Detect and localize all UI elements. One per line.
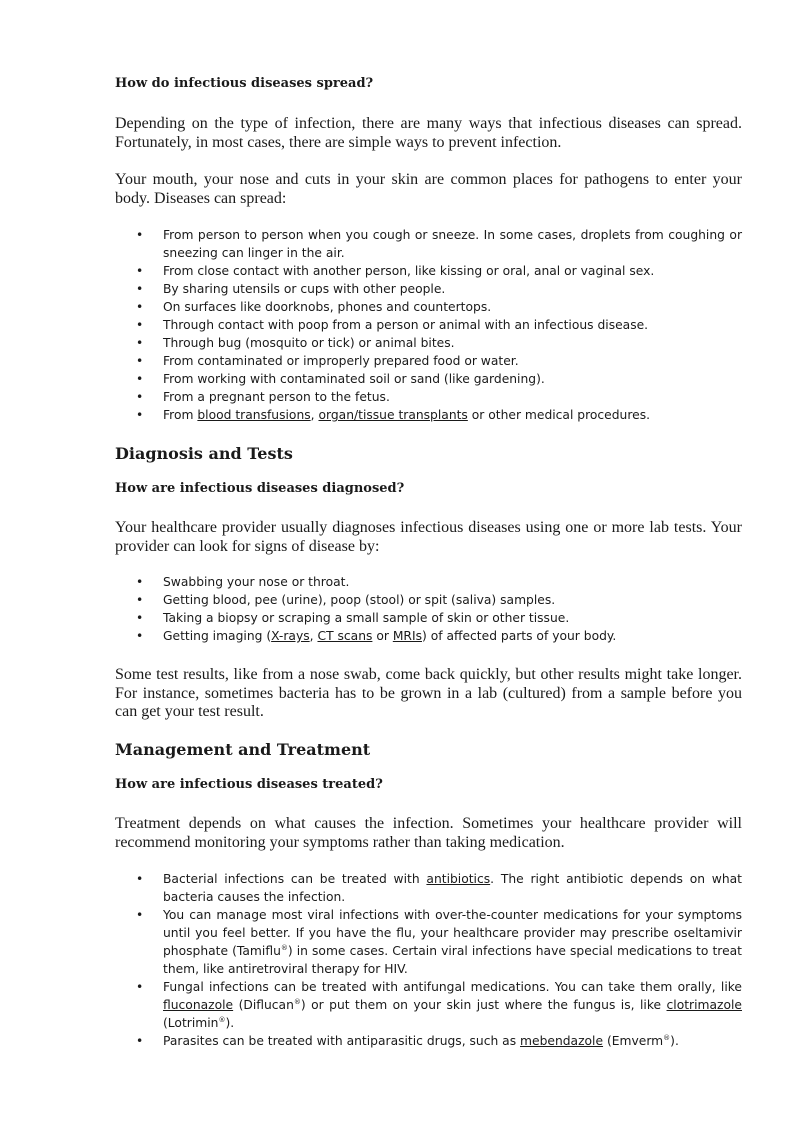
item-text: You can manage most viral infections with over-the-counter medications for your symptoms until you feel better. If you have the flu, your healthcare provider may prescribe oseltamivir phosphate (Tamiflu (163, 908, 742, 958)
registered-mark: ® (663, 1033, 671, 1042)
clotrimazole-link[interactable]: clotrimazole (666, 998, 742, 1012)
item-text: ). (225, 1016, 235, 1030)
diagnosis-list (115, 573, 742, 645)
item-text: ) in some cases. Certain viral infections have special medications to treat them, like antiretroviral therapy for HIV. (163, 944, 743, 976)
spread-paragraph-1: Depending on the type of infection, there are many ways that infectious diseases can spread. Fortunately, in most cases, there are simple ways to prevent infection. (115, 115, 742, 151)
spread-list (115, 226, 742, 424)
list-item (115, 406, 742, 424)
fluconazole-link[interactable]: fluconazole (163, 998, 234, 1012)
item-text: Parasites can be treated with antiparasitic drugs, such as (163, 1034, 521, 1048)
blood-transfusions-link[interactable]: blood transfusions (197, 408, 311, 422)
registered-mark: ® (293, 997, 301, 1006)
diagnosis-heading: How are infectious diseases diagnosed? (115, 481, 405, 496)
ct-scans-link[interactable]: CT scans (317, 629, 373, 643)
item-text: (Emverm (603, 1034, 664, 1048)
list-item: • Taking a biopsy or scraping a small sample of skin or other tissue. (115, 609, 742, 627)
list-item: • Through contact with poop from a person or animal with an infectious disease. (115, 316, 742, 334)
management-list (115, 870, 742, 1050)
list-item: • Through bug (mosquito or tick) or animal bites. (115, 334, 742, 352)
registered-mark: ® (218, 1015, 226, 1024)
item-text: From (163, 408, 198, 422)
item-text: , (310, 408, 319, 422)
mris-link[interactable]: MRIs (392, 629, 422, 643)
organ-tissue-transplants-link[interactable]: organ/tissue transplants (318, 408, 468, 422)
list-item: • From a pregnant person to the fetus. (115, 388, 742, 406)
antibiotics-link[interactable]: antibiotics (426, 872, 491, 886)
list-item (115, 627, 742, 645)
list-item: • Getting blood, pee (urine), poop (stool) or spit (saliva) samples. (115, 591, 742, 609)
management-paragraph-1: Treatment depends on what causes the infection. Sometimes your healthcare provider will recommend monitoring your symptoms rather than taking medication. (115, 815, 742, 851)
item-text: or other medical procedures. (467, 408, 651, 422)
list-item: • On surfaces like doorknobs, phones and countertops. (115, 298, 742, 316)
list-item: • From working with contaminated soil or sand (like gardening). (115, 370, 742, 388)
list-item (115, 906, 742, 978)
list-item (115, 978, 742, 1032)
item-text: or (372, 629, 393, 643)
spread-heading: How do infectious diseases spread? (115, 76, 374, 91)
item-text: (Diflucan (233, 998, 294, 1012)
management-heading: How are infectious diseases treated? (115, 777, 383, 792)
item-text: (Lotrimin (163, 1016, 219, 1030)
management-title: Management and Treatment (115, 740, 371, 759)
spread-paragraph-2: Your mouth, your nose and cuts in your skin are common places for pathogens to enter your body. Diseases can spread: (115, 171, 742, 207)
item-text: Fungal infections can be treated with antifungal medications. You can take them orally, like (163, 980, 742, 994)
item-text: Bacterial infections can be treated with (163, 872, 427, 886)
list-item: • From contaminated or improperly prepared food or water. (115, 352, 742, 370)
list-item (115, 870, 742, 906)
mebendazole-link[interactable]: mebendazole (520, 1034, 604, 1048)
diagnosis-paragraph-1: Your healthcare provider usually diagnoses infectious diseases using one or more lab tests. Your provider can look for signs of disease by: (115, 519, 742, 555)
item-text: Getting imaging ( (163, 629, 272, 643)
registered-mark: ® (280, 943, 288, 952)
item-text: ) of affected parts of your body. (422, 629, 617, 643)
list-item: • From person to person when you cough or sneeze. In some cases, droplets from coughing or sneezing can linger in the air. (115, 226, 742, 262)
list-item (115, 1032, 742, 1050)
list-item: • From close contact with another person, like kissing or oral, anal or vaginal sex. (115, 262, 742, 280)
diagnosis-title: Diagnosis and Tests (115, 444, 293, 463)
x-rays-link[interactable]: X-rays (271, 629, 310, 643)
item-text: ) or put them on your skin just where the fungus is, like (300, 998, 667, 1012)
item-text: ). (670, 1034, 679, 1048)
list-item: • Swabbing your nose or throat. (115, 573, 742, 591)
item-text: . The right antibiotic depends on what bacteria causes the infection. (163, 872, 742, 904)
list-item: • By sharing utensils or cups with other people. (115, 280, 742, 298)
item-text: , (309, 629, 318, 643)
diagnosis-paragraph-2: Some test results, like from a nose swab, come back quickly, but other results might take longer. For instance, sometimes bacteria has to be grown in a lab (cultured) from a sample before you can get your test result. (115, 666, 742, 720)
